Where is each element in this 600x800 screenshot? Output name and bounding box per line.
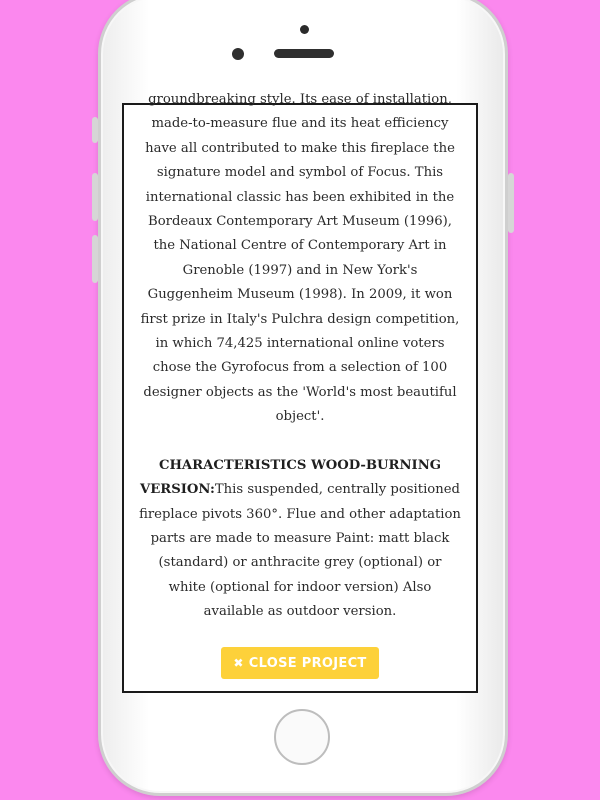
home-button[interactable] bbox=[274, 709, 330, 765]
sensor-dot bbox=[300, 25, 309, 34]
close-project-label: CLOSE PROJECT bbox=[248, 655, 367, 671]
paragraph-spacer bbox=[138, 430, 462, 454]
earpiece-speaker bbox=[274, 49, 334, 58]
characteristics-paragraph bbox=[138, 454, 462, 625]
project-details bbox=[124, 88, 476, 679]
volume-up-button bbox=[92, 173, 98, 221]
power-button bbox=[508, 173, 514, 233]
phone-screen bbox=[122, 92, 478, 693]
close-icon: ✖ bbox=[233, 655, 244, 670]
mute-switch bbox=[92, 117, 98, 143]
volume-down-button bbox=[92, 235, 98, 283]
close-project-button[interactable] bbox=[221, 647, 378, 679]
characteristics-text: This suspended, centrally positioned fireplace pivots 360°. Flue and other adaptation parts are made to measure Paint: matt black (standard) or anthracite grey (optional) or white (optional for indoor version) Also available as outdoor version. bbox=[139, 482, 461, 620]
project-description: groundbreaking style. Its ease of installation, made-to-measure flue and its heat efficiency have all contributed to make this fireplace the signature model and symbol of Focus. This international classic has been exhibited in the Bordeaux Contemporary Art Museum (1996), the National Centre of Contemporary Art in Grenoble (1997) and in New York's Guggenheim Museum (1998). In 2009, it won first prize in Italy's Pulchra design competition, in which 74,425 international online voters chose the Gyrofocus from a selection of 100 designer objects as the 'World's most beautiful object'. bbox=[140, 92, 460, 425]
front-camera-icon bbox=[232, 48, 244, 60]
characteristics-title: CHARACTERISTICS WOOD-BURNING VERSION: bbox=[140, 457, 442, 498]
